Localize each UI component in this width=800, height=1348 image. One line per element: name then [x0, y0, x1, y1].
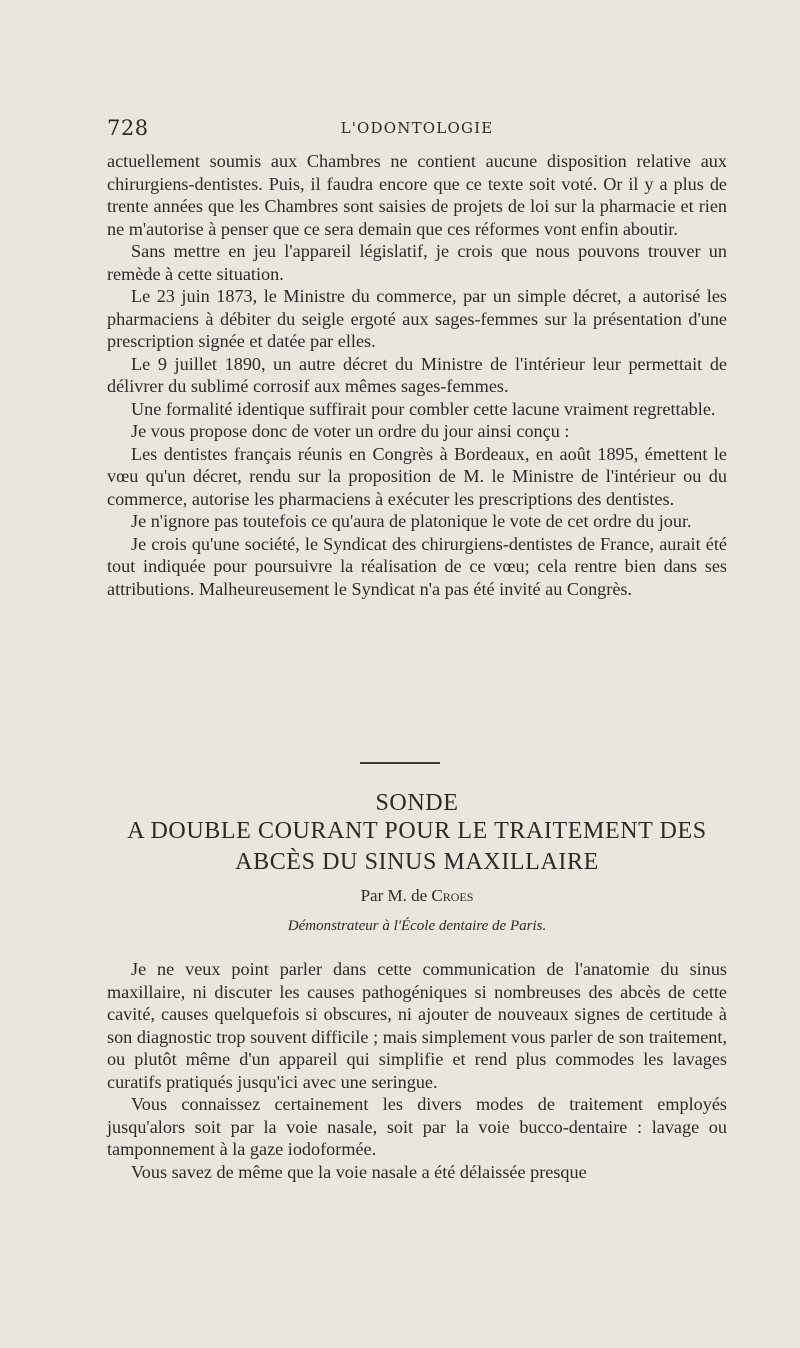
author-name: Croes — [431, 886, 474, 905]
paragraph: actuellement soumis aux Chambres ne contient aucune disposition relative aux chirurgiens-dentistes. Puis, il faudra encore que ce texte soit voté. Or il y a plus de trente années que les Chambres sont saisies de projets de loi sur la pharmacie et rien ne m'autorise à penser que ce sera demain que ces réformes vont enfin aboutir. — [107, 151, 727, 239]
paragraph: Je ne veux point parler dans cette communication de l'anatomie du sinus maxillaire, ni discuter les causes pathogéniques si nombreuses des abcès de cette cavité, causes quelquefois si obscures, ni ajouter de nouveaux signes de certitude à son diagnostic trop souvent difficile ; mais simplement vous parler de son traitement, ou plutôt même d'un appareil qui simplifie et rend plus commodes les lavages curatifs pratiqués jusqu'ici avec une seringue. — [107, 959, 727, 1092]
journal-title: L'ODONTOLOGIE — [340, 119, 494, 137]
previous-article-text — [107, 150, 727, 600]
byline-prefix: Par M. de — [360, 886, 428, 905]
paragraph: Sans mettre en jeu l'appareil législatif, je crois que nous pouvons trouver un remède à cette situation. — [107, 241, 727, 284]
article-subtitle-line1: A DOUBLE COURANT POUR LE TRAITEMENT DES — [127, 818, 707, 844]
paragraph: Je vous propose donc de voter un ordre du jour ainsi conçu : — [131, 421, 570, 441]
section-divider — [360, 762, 440, 764]
running-header — [107, 116, 727, 140]
paragraph: Vous connaissez certainement les divers modes de traitement employés jusqu'alors soit par la voie nasale, soit par la voie bucco-dentaire : lavage ou tamponnement à la gaze iodoformée. — [107, 1094, 727, 1159]
paragraph: Le 23 juin 1873, le Ministre du commerce, par un simple décret, a autorisé les pharmaciens à débiter du seigle ergoté aux sages-femmes sur la présentation d'une prescription signée et datée par elles. — [107, 286, 727, 351]
paragraph: Le 9 juillet 1890, un autre décret du Ministre de l'intérieur leur permettait de délivrer du sublimé corrosif aux mêmes sages-femmes. — [107, 353, 727, 396]
article-subtitle-line2: ABCÈS DU SINUS MAXILLAIRE — [235, 849, 599, 875]
article-title: SONDE — [375, 790, 459, 816]
paragraph: Je crois qu'une société, le Syndicat des chirurgiens-dentistes de France, aurait été tout indiquée pour poursuivre la réalisation de ce vœu; cela rentre bien dans ses attributions. Malheureusement le Syndicat n'a pas été invité au Congrès. — [107, 533, 727, 599]
paragraph: Les dentistes français réunis en Congrès à Bordeaux, en août 1895, émettent le vœu qu'un décret, rendu sur la proposition de M. le Ministre de l'intérieur ou du commerce, autorise les pharmaciens à exécuter les prescriptions des dentistes. — [107, 443, 727, 509]
article-body — [107, 958, 727, 1183]
byline — [107, 886, 727, 906]
paragraph: Vous savez de même que la voie nasale a été délaissée presque — [131, 1161, 587, 1182]
page-number: 728 — [107, 116, 149, 140]
paragraph: Une formalité identique suffirait pour combler cette lacune vraiment regrettable. — [131, 398, 716, 419]
author-affiliation: Démonstrateur à l'École dentaire de Paris. — [287, 918, 547, 934]
paragraph: Je n'ignore pas toutefois ce qu'aura de platonique le vote de cet ordre du jour. — [131, 511, 692, 531]
